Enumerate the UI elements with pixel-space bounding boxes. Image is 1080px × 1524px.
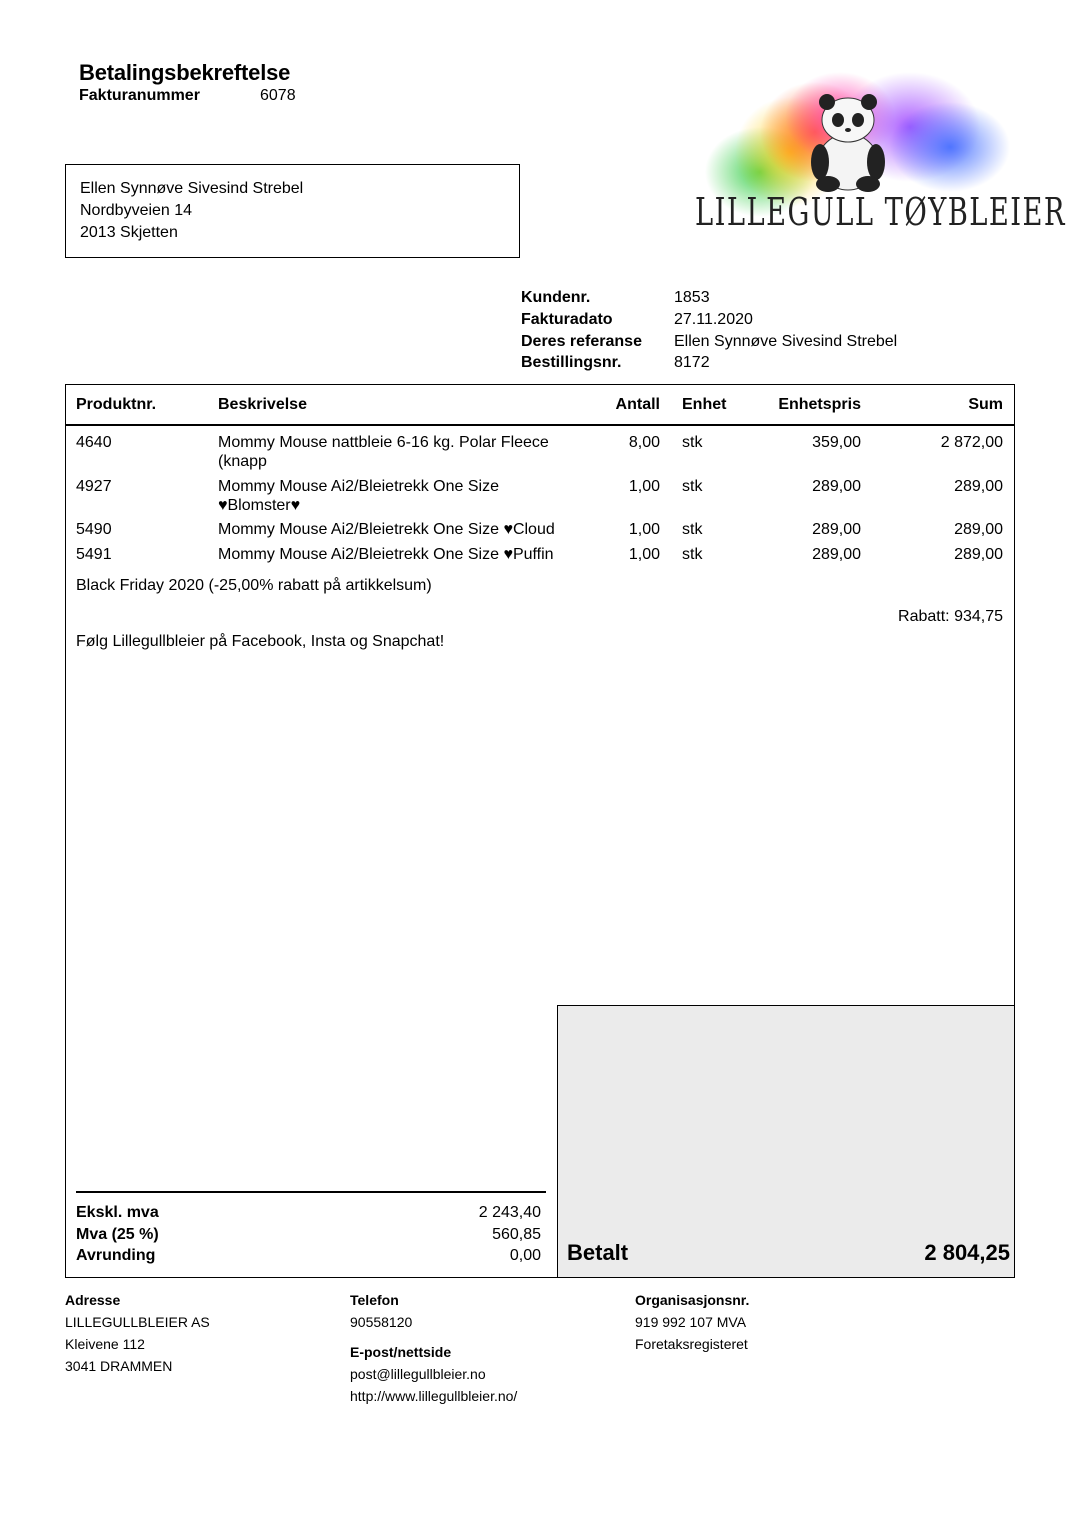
table-row-description-cont: ♥Blomster♥	[218, 497, 301, 514]
table-row-description-cont: (knapp	[218, 453, 267, 470]
table-row-sum: 289,00	[954, 546, 1003, 563]
recipient-city: 2013 Skjetten	[80, 224, 178, 241]
footer-org-heading: Organisasjonsnr.	[635, 1292, 750, 1308]
paid-amount: 2 804,25	[924, 1240, 1010, 1265]
discount-description: Black Friday 2020 (-25,00% rabatt på artikkelsum)	[76, 577, 432, 594]
footer-email-link[interactable]: post@lillegullbleier.no	[350, 1366, 486, 1382]
table-header-divider	[66, 424, 1014, 426]
table-row-sum: 289,00	[954, 478, 1003, 495]
footer-registry: Foretaksregisteret	[635, 1336, 748, 1352]
footer-address-heading: Adresse	[65, 1292, 121, 1308]
table-row-unit-price: 289,00	[812, 478, 861, 495]
rounding-value: 0,00	[509, 1247, 541, 1264]
paid-label: Betalt	[567, 1240, 629, 1265]
footer-website-link[interactable]: http://www.lillegullbleier.no/	[350, 1388, 518, 1404]
footer-org-number: 919 992 107 MVA	[635, 1314, 747, 1330]
logo-text: LILLEGULL TØYBLEIER	[695, 190, 1066, 234]
paid-summary-box	[557, 1005, 1015, 1278]
column-header-description: Beskrivelse	[218, 396, 307, 413]
column-header-unit: Enhet	[682, 396, 727, 413]
recipient-name: Ellen Synnøve Sivesind Strebel	[80, 180, 304, 197]
table-row-sum: 289,00	[954, 521, 1003, 538]
table-row-unit-price: 289,00	[812, 546, 861, 563]
company-logo	[680, 62, 1066, 257]
order-number-value: 8172	[674, 354, 710, 371]
table-row-quantity: 1,00	[628, 478, 660, 495]
table-row-product: 4927	[76, 478, 112, 495]
table-row-quantity: 1,00	[628, 521, 660, 538]
totals-divider	[76, 1191, 546, 1193]
table-row-description: Mommy Mouse Ai2/Bleietrekk One Size ♥Cloud	[218, 521, 555, 538]
footer-web-heading: E-post/nettside	[350, 1344, 452, 1360]
table-row-description: Mommy Mouse Ai2/Bleietrekk One Size	[218, 478, 499, 495]
column-header-unit-price: Enhetspris	[778, 396, 861, 413]
table-row-description: Mommy Mouse Ai2/Bleietrekk One Size ♥Puffin	[218, 546, 554, 563]
social-media-note: Følg Lillegullbleier på Facebook, Insta og Snapchat!	[76, 633, 445, 650]
discount-amount: Rabatt: 934,75	[898, 608, 1003, 625]
column-header-sum: Sum	[968, 396, 1003, 413]
table-row-unit: stk	[682, 434, 703, 451]
table-row-quantity: 8,00	[628, 434, 660, 451]
invoice-date-label: Fakturadato	[521, 311, 613, 328]
customer-number-label: Kundenr.	[521, 289, 591, 306]
footer-phone-heading: Telefon	[350, 1292, 399, 1308]
table-row-quantity: 1,00	[628, 546, 660, 563]
column-header-product: Produktnr.	[76, 396, 157, 413]
footer-city: 3041 DRAMMEN	[65, 1358, 173, 1374]
invoice-number-label: Fakturanummer	[79, 87, 200, 104]
table-row-product: 4640	[76, 434, 112, 451]
excl-vat-label: Ekskl. mva	[76, 1204, 159, 1221]
footer-street: Kleivene 112	[65, 1336, 145, 1352]
recipient-street: Nordbyveien 14	[80, 202, 193, 219]
reference-value: Ellen Synnøve Sivesind Strebel	[674, 333, 898, 350]
invoice-date-value: 27.11.2020	[674, 311, 753, 328]
footer-phone[interactable]: 90558120	[350, 1314, 413, 1330]
table-row-unit: stk	[682, 546, 703, 563]
table-row-unit: stk	[682, 521, 703, 538]
table-row-product: 5491	[76, 546, 112, 563]
table-row-sum: 2 872,00	[940, 434, 1003, 451]
reference-label: Deres referanse	[521, 333, 642, 350]
customer-number-value: 1853	[674, 289, 710, 306]
column-header-quantity: Antall	[615, 396, 660, 413]
vat-label: Mva (25 %)	[76, 1226, 159, 1243]
recipient-address-box	[65, 164, 520, 258]
table-row-unit-price: 359,00	[812, 434, 861, 451]
excl-vat-value: 2 243,40	[478, 1204, 541, 1221]
rounding-label: Avrunding	[76, 1247, 156, 1264]
table-row-product: 5490	[76, 521, 112, 538]
table-row-unit-price: 289,00	[812, 521, 861, 538]
document-title: Betalingsbekreftelse	[79, 60, 291, 85]
invoice-number-value: 6078	[260, 87, 296, 104]
footer-company-name: LILLEGULLBLEIER AS	[65, 1314, 210, 1330]
table-row-unit: stk	[682, 478, 703, 495]
vat-value: 560,85	[492, 1226, 541, 1243]
table-row-description: Mommy Mouse nattbleie 6-16 kg. Polar Fleece	[218, 434, 549, 451]
order-number-label: Bestillingsnr.	[521, 354, 622, 371]
